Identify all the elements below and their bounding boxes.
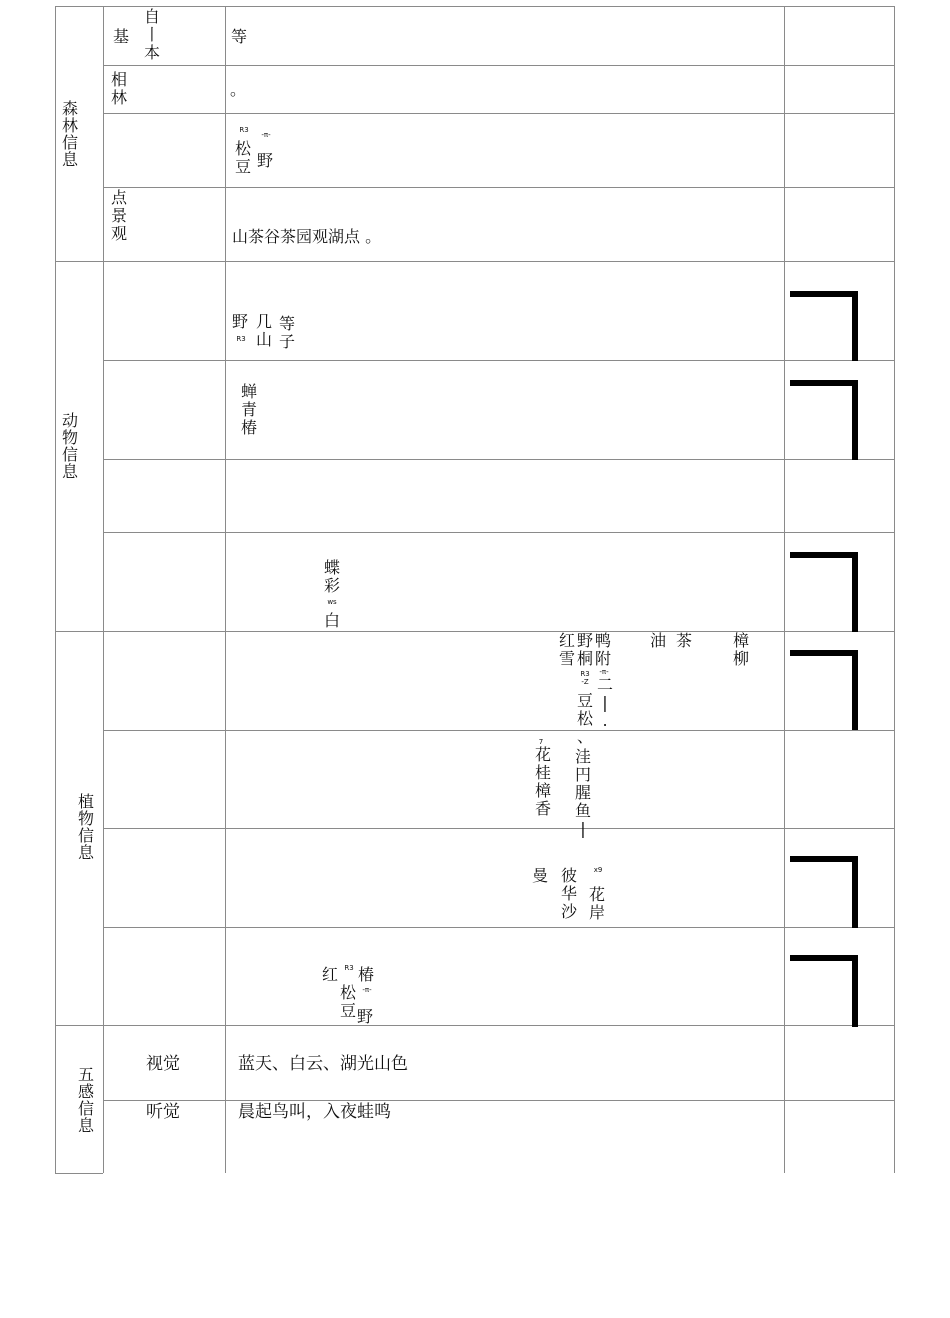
animal-row4-col-a: 蝶 彩 [323,558,340,595]
forest-row4-label: 点 景 观 [110,188,127,243]
grid-line [103,113,895,114]
bracket-mark [790,380,858,460]
plant-row2-small: 7 [538,738,544,746]
plant-row3-small: x9 [593,866,603,874]
forest-row3-small-b: -π- [261,131,271,139]
forest-row4-content: 山茶谷茶园观湖点 。 [232,227,382,246]
senses-row2-content: 晨起鸟叫，入夜蛙鸣 [238,1102,391,1122]
grid-line [103,459,895,460]
plant-row4-small-a: R3 [344,964,354,972]
plant-row3-col-b: 彼 华 沙 [560,866,577,921]
grid-line [55,6,895,7]
grid-line [55,261,895,262]
plant-row4-col-b: 松 豆 [339,983,356,1020]
plant-row1-col-h: 樟 柳 [732,631,749,668]
animal-row1-small: R3 [236,335,246,343]
forest-row3-col-b: 野 [256,151,273,170]
forest-row1-label-a: 基 [113,27,130,46]
plant-row3-col-a: 曼 [532,866,549,885]
bracket-mark [790,955,858,1027]
plant-row1-col-f: 油 [650,631,667,650]
plant-row1-col-b: 野 桐 [576,631,593,668]
grid-line [894,6,895,1173]
section-label-plant: 植物信息 [77,792,94,862]
plant-row1-col-c: 鸭 附 [594,631,611,668]
bracket-mark [790,856,858,928]
plant-row1-col-e: 豆 松 、 [576,691,593,746]
plant-row4-col-a: 红 [322,965,339,984]
plant-row4-small-b: -π- [362,986,372,994]
grid-line [103,927,895,928]
grid-line [55,631,895,632]
animal-row4-col-b: 白 [323,611,340,630]
grid-line [225,6,226,1173]
section-label-animal: 动物信息 [61,411,78,481]
animal-row2-content: 蝉 青 椿 [240,382,257,437]
grid-line [103,828,895,829]
plant-row2-col-a: 花 桂 樟 香 [534,745,551,818]
grid-line [103,730,895,731]
bracket-mark [790,650,858,730]
grid-line [55,1173,103,1174]
plant-row1-col-g: 茶 [676,631,693,650]
grid-line [103,360,895,361]
grid-line [55,6,56,1173]
animal-row1-col-c: 等 子 [278,314,295,351]
bracket-mark [790,552,858,632]
grid-line [103,65,895,66]
forest-row3-small-a: R3 [239,126,249,134]
plant-row4-col-d: 野 [357,1007,374,1026]
bracket-mark [790,291,858,361]
plant-row1-col-d: 二 | . [596,675,613,730]
senses-row2-label: 听觉 [146,1102,180,1122]
grid-line [103,6,104,1173]
senses-row1-content: 蓝天、白云、湖光山色 [238,1054,408,1074]
plant-row3-col-c: 花 岸 [588,885,605,922]
plant-row4-col-c: 椿 [358,965,375,984]
plant-row1-col-a: 红 雪 [558,631,575,668]
animal-row4-small: ws [327,598,337,606]
plant-row1-small-a: -π- [599,668,609,676]
forest-row2-content: 。 [230,80,247,99]
forest-row1-label-b: 自 丨 本 [143,7,160,62]
plant-row2-col-b: 洼 円 腥 鱼 | [574,747,591,838]
forest-row1-content: 等 [231,27,248,46]
plant-row1-small-b: R3-Z [580,670,590,686]
grid-line [103,1100,895,1101]
grid-line [103,532,895,533]
senses-row1-label: 视觉 [146,1054,180,1074]
animal-row1-col-b: 几 山 [255,312,272,349]
section-label-senses: 五感信息 [77,1065,94,1135]
grid-line [55,1025,895,1026]
section-label-forest: 森林信息 [61,99,78,169]
animal-row1-col-a: 野 [231,312,248,331]
forest-row3-col-a: 松 豆 [234,139,251,176]
forest-row2-label: 相 林 [110,70,127,107]
grid-line [103,187,895,188]
grid-line [784,6,785,1173]
